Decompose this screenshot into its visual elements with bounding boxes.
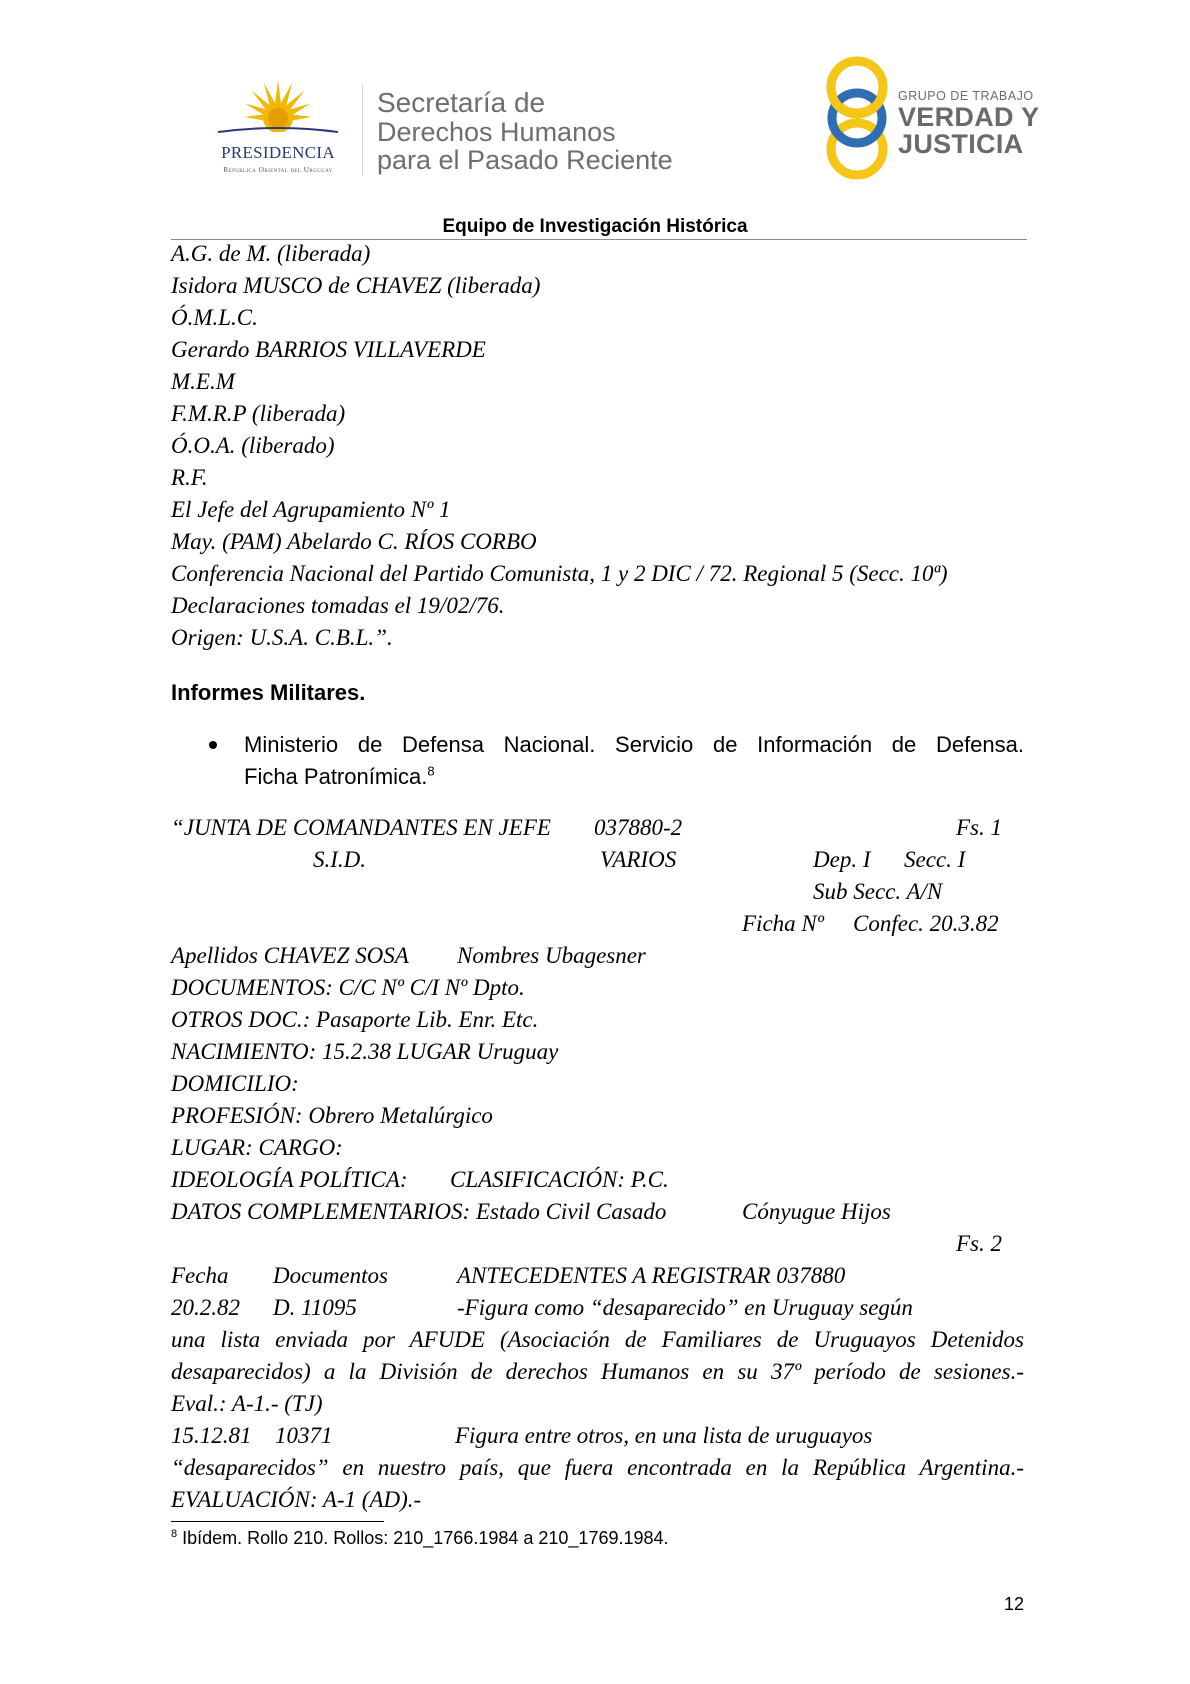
list-line: May. (PAM) Abelardo C. RÍOS CORBO [171,529,537,554]
vj-line-1: GRUPO DE TRABAJO [898,89,1034,103]
list-line: Gerardo BARRIOS VILLAVERDE [171,337,486,362]
ficha-nombres: Nombres Ubagesner [457,943,646,968]
ficha-sid: S.I.D. [313,847,367,872]
verdad-justicia-wordmark [898,88,1039,158]
list-line: Conferencia Nacional del Partido Comunista, 1 y 2 DIC / 72. Regional 5 (Secc. 10ª) [171,561,948,586]
bullet-text-line-2 [244,764,435,790]
ficha-confec: Confec. 20.3.82 [853,911,999,936]
ficha-fs2: Fs. 2 [956,1231,1002,1256]
team-title: Equipo de Investigación Histórica [442,216,748,237]
entry-date: 20.2.82 [171,1295,240,1320]
list-line: Ó.O.A. (liberado) [171,433,335,458]
bullet-text: Ficha Patronímica. [244,764,428,789]
ficha-subsecc: Sub Secc. A/N [813,879,943,904]
ficha-fs1: Fs. 1 [956,815,1002,840]
ficha-conyugue: Cónyugue Hijos [742,1199,891,1224]
list-line: Origen: U.S.A. C.B.L.”. [171,625,393,650]
header-rule [171,239,1027,240]
ficha-no: Ficha Nº [742,911,824,936]
secretaria-line-3: para el Pasado Reciente [377,145,673,175]
page-number: 12 [1004,1594,1025,1614]
ficha-secc: Secc. I [904,847,966,872]
list-line: El Jefe del Agrupamiento Nº 1 [171,497,451,522]
entry-text: “desaparecidos” en nuestro país, que fuera encontrada en la República Argentina.- [171,1455,1024,1480]
entry-doc: 10371 [275,1423,333,1448]
vj-line-2: VERDAD Y [898,102,1040,132]
ficha-nacimiento: NACIMIENTO: 15.2.38 LUGAR Uruguay [171,1039,559,1064]
entry-text: Eval.: A-1.- (TJ) [171,1391,323,1416]
antecedentes-title: ANTECEDENTES A REGISTRAR 037880 [457,1263,846,1288]
bullet-text-line-1: Ministerio de Defensa Nacional. Servicio de Información de Defensa. [244,732,1024,757]
ficha-domicilio: DOMICILIO: [171,1071,299,1096]
ficha-lugar-cargo: LUGAR: CARGO: [171,1135,343,1160]
ficha-varios: VARIOS [600,847,677,872]
ficha-junta: “JUNTA DE COMANDANTES EN JEFE [171,815,551,840]
list-line: Isidora MUSCO de CHAVEZ (liberada) [171,273,541,298]
footnote-rule [171,1521,384,1522]
list-line: Ó.M.L.C. [171,305,258,330]
bullet-icon [209,741,217,749]
sun-icon [198,78,358,144]
footnote-text: Ibídem. Rollo 210. Rollos: 210_1766.1984 a 210_1769.1984. [182,1528,669,1548]
ficha-clasificacion: CLASIFICACIÓN: P.C. [450,1167,669,1192]
entry-text: desaparecidos) a la División de derechos Humanos en su 37º período de sesiones.- [171,1359,1024,1384]
entry-date: 15.12.81 [171,1423,252,1448]
ficha-datos: DATOS COMPLEMENTARIOS: Estado Civil Casado [171,1199,667,1224]
vj-line-3: JUSTICIA [898,129,1024,159]
ficha-profesion: PROFESIÓN: Obrero Metalúrgico [171,1103,493,1128]
logo-divider [362,84,363,176]
entry-text: una lista enviada por AFUDE (Asociación de Familiares de Uruguayos Detenidos [171,1327,1024,1352]
entry-text: -Figura como “desaparecido” en Uruguay según [457,1295,913,1320]
footnote-ref: 8 [427,763,435,779]
secretaria-wordmark [377,88,673,174]
footnote-number: 8 [171,1528,178,1540]
presidencia-subtitle: República Oriental del Uruguay [223,165,333,174]
entry-doc: D. 11095 [273,1295,357,1320]
ficha-documentos: DOCUMENTOS: C/C Nº C/I Nº Dpto. [171,975,525,1000]
list-line: R.F. [171,465,208,490]
footnote [171,1528,669,1549]
antecedentes-fecha-header: Fecha [171,1263,229,1288]
section-heading: Informes Militares. [171,680,366,705]
ficha-dep: Dep. I [813,847,871,872]
ficha-ideologia: IDEOLOGÍA POLÍTICA: [171,1167,408,1192]
ficha-apellidos: Apellidos CHAVEZ SOSA [171,943,409,968]
entry-text: Figura entre otros, en una lista de uruguayos [455,1423,873,1448]
presidencia-wordmark: PRESIDENCIA [221,143,335,162]
list-line: Declaraciones tomadas el 19/02/76. [171,593,505,618]
antecedentes-doc-header: Documentos [273,1263,388,1288]
list-line: F.M.R.P (liberada) [171,401,346,426]
ficha-otros: OTROS DOC.: Pasaporte Lib. Enr. Etc. [171,1007,539,1032]
ficha-number: 037880-2 [594,815,683,840]
verdad-justicia-rings-icon [822,56,892,180]
list-line: M.E.M [171,369,235,394]
entry-text: EVALUACIÓN: A-1 (AD).- [171,1487,422,1512]
presidencia-logo [198,78,358,178]
secretaria-line-2: Derechos Humanos [377,117,616,147]
secretaria-line-1: Secretaría de [377,87,546,118]
list-line: A.G. de M. (liberada) [171,241,371,266]
